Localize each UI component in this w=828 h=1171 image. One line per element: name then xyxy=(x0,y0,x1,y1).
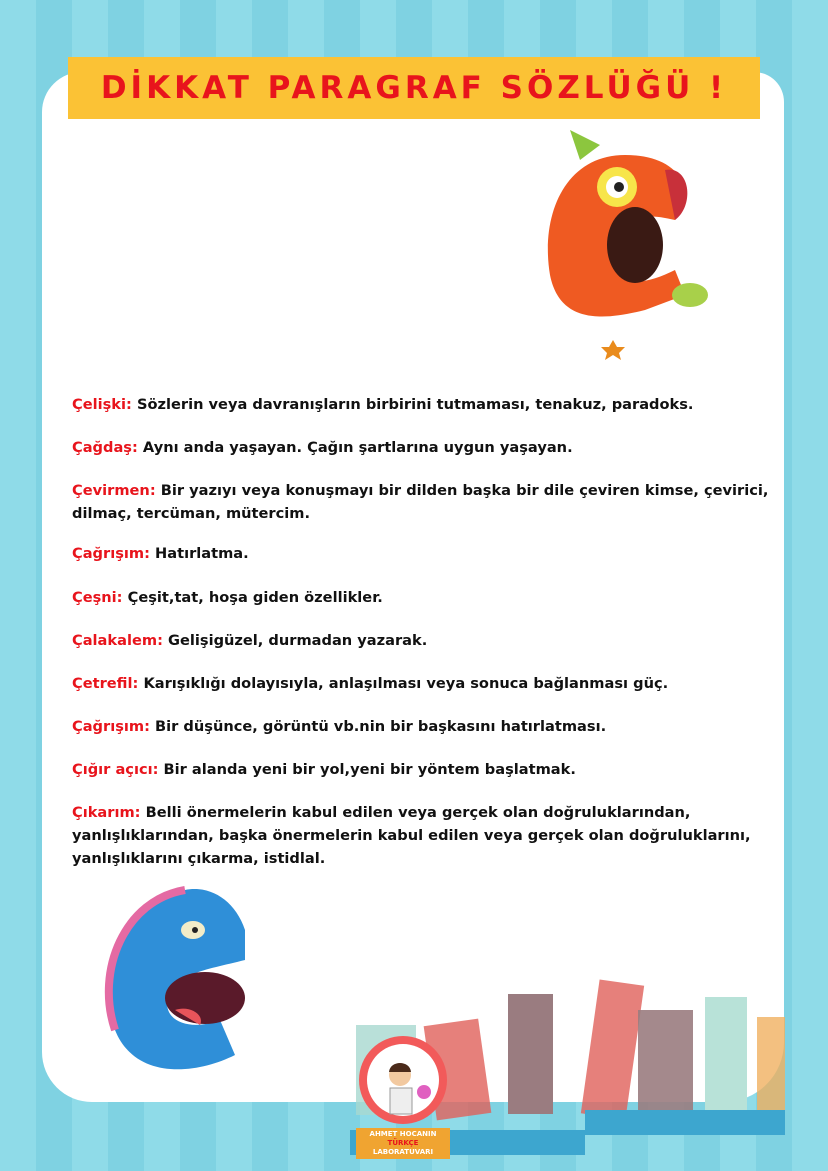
logo-badge-icon xyxy=(358,1030,448,1130)
logo-line: LABORATUVARI xyxy=(372,1148,434,1156)
entry-definition: Bir alanda yeni bir yol,yeni bir yöntem başlatmak. xyxy=(163,761,576,778)
title-banner xyxy=(68,57,760,119)
glossary-entry xyxy=(72,801,772,870)
entry-definition: Gelişigüzel, durmadan yazarak. xyxy=(168,632,428,649)
glossary-entry xyxy=(72,393,772,416)
glossary-entry xyxy=(72,672,772,695)
entry-term: Çağrışım: xyxy=(72,545,150,562)
entry-term: Çalakalem: xyxy=(72,632,163,649)
entry-definition: Çeşit,tat, hoşa giden özellikler. xyxy=(127,589,383,606)
entry-definition: Karışıklığı dolayısıyla, anlaşılması veya sonuca bağlanması güç. xyxy=(143,675,669,692)
entry-definition: Hatırlatma. xyxy=(155,545,249,562)
entry-term: Çelişki: xyxy=(72,396,132,413)
entry-term: Çığır açıcı: xyxy=(72,761,159,778)
entry-definition: Bir düşünce, görüntü vb.nin bir başkasını hatırlatması. xyxy=(155,718,607,735)
orange-c-monster-icon xyxy=(535,125,715,360)
page-title: DİKKAT PARAGRAF SÖZLÜĞÜ ! xyxy=(100,70,728,106)
glossary-entry xyxy=(72,586,772,609)
logo-text xyxy=(356,1128,450,1159)
logo-line: AHMET HOCANIN xyxy=(369,1130,437,1138)
entry-definition: Sözlerin veya davranışların birbirini tutmaması, tenakuz, paradoks. xyxy=(136,396,694,413)
glossary-entry xyxy=(72,629,772,652)
glossary-entry xyxy=(72,542,772,565)
entry-definition: Bir yazıyı veya konuşmayı bir dilden başka bir dile çeviren kimse, çevirici, dilmaç, tercüman, mütercim. xyxy=(72,482,769,522)
blue-c-monster-icon xyxy=(95,880,265,1080)
decorative-bar xyxy=(638,1010,693,1110)
entry-definition: Belli önermelerin kabul edilen veya gerçek olan doğruluklarından, yanlışlıklarından, başka önermelerin kabul edilen veya gerçek olan doğruluklarını, yanlışlıklarını çıkarma, istidlal. xyxy=(72,804,751,867)
decorative-bar xyxy=(585,1110,785,1135)
entry-term: Çetrefil: xyxy=(72,675,139,692)
entry-term: Çağdaş: xyxy=(72,439,138,456)
logo-line: TÜRKÇE xyxy=(387,1139,419,1147)
glossary-entry xyxy=(72,715,772,738)
entry-term: Çağrışım: xyxy=(72,718,150,735)
entry-term: Çevirmen: xyxy=(72,482,156,499)
entry-term: Çeşni: xyxy=(72,589,123,606)
decorative-bar xyxy=(705,997,747,1112)
glossary-entry xyxy=(72,436,772,459)
entry-definition: Aynı anda yaşayan. Çağın şartlarına uygun yaşayan. xyxy=(142,439,573,456)
glossary-entry xyxy=(72,479,772,525)
glossary-entry xyxy=(72,758,772,781)
decorative-bar xyxy=(508,994,553,1114)
entry-term: Çıkarım: xyxy=(72,804,141,821)
decorative-bar xyxy=(757,1017,785,1112)
